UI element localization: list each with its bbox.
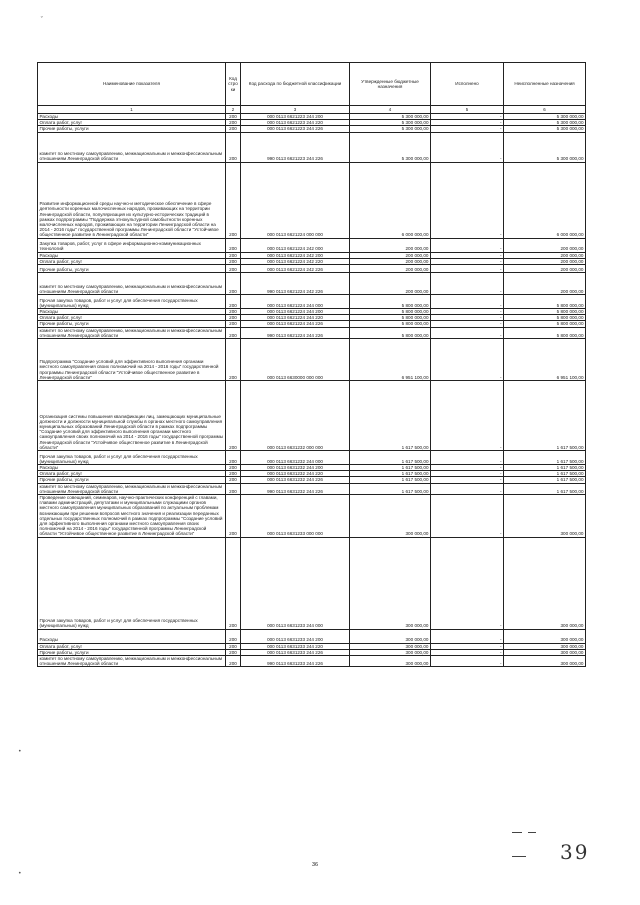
row-classification-code: 000 0113 6631233 244 226 bbox=[241, 649, 350, 655]
row-unexecuted-amount: 5 800 000,00 bbox=[504, 327, 586, 338]
row-line-code: 200 bbox=[226, 451, 241, 465]
row-name: комитет по местному самоуправлению, межнациональным и межконфессиональным отношениям Ленинградской области bbox=[38, 327, 226, 338]
row-approved-amount: 200 000,00 bbox=[350, 252, 431, 258]
row-name: Расходы bbox=[38, 465, 226, 471]
header-executed: Исполнено bbox=[431, 63, 504, 106]
row-line-code: 200 bbox=[226, 483, 241, 494]
row-approved-amount: 5 300 000,00 bbox=[350, 114, 431, 120]
row-approved-amount: 5 800 000,00 bbox=[350, 327, 431, 338]
row-executed-amount: - bbox=[431, 649, 504, 655]
row-unexecuted-amount: 6 951 100,00 bbox=[504, 339, 586, 381]
row-unexecuted-amount: 1 617 500,00 bbox=[504, 483, 586, 494]
row-line-code: 200 bbox=[226, 238, 241, 252]
handwritten-mark bbox=[512, 832, 522, 833]
row-approved-amount: 300 000,00 bbox=[350, 537, 431, 629]
row-approved-amount: 5 800 000,00 bbox=[350, 321, 431, 327]
row-line-code: 200 bbox=[226, 629, 241, 643]
row-classification-code: 000 0113 6631232 244 226 bbox=[241, 477, 350, 483]
header-line-code: Код стро ки bbox=[226, 63, 241, 106]
table-row bbox=[38, 381, 586, 451]
scan-speck: ˇ bbox=[40, 16, 44, 24]
row-line-code: 200 bbox=[226, 656, 241, 667]
row-approved-amount: 300 000,00 bbox=[350, 656, 431, 667]
row-approved-amount: 200 000,00 bbox=[350, 273, 431, 295]
header-approved: Утвержденные бюджетные назначения bbox=[350, 63, 431, 106]
row-name: Оплата работ, услуг bbox=[38, 643, 226, 649]
row-name: Расходы bbox=[38, 309, 226, 315]
row-unexecuted-amount: 5 800 000,00 bbox=[504, 321, 586, 327]
row-line-code: 200 bbox=[226, 495, 241, 538]
row-classification-code: 000 0113 6621224 244 000 bbox=[241, 295, 350, 309]
row-line-code: 200 bbox=[226, 643, 241, 649]
row-executed-amount: - bbox=[431, 309, 504, 315]
row-classification-code: 000 0113 6631232 244 220 bbox=[241, 471, 350, 477]
column-number: 2 bbox=[226, 106, 241, 114]
column-number: 3 bbox=[241, 106, 350, 114]
row-name: Расходы bbox=[38, 114, 226, 120]
table-row bbox=[38, 265, 586, 273]
row-line-code: 200 bbox=[226, 315, 241, 321]
row-classification-code: 000 0113 6621224 000 000 bbox=[241, 162, 350, 238]
row-name: Расходы bbox=[38, 629, 226, 643]
row-classification-code: 990 0113 6631233 244 226 bbox=[241, 656, 350, 667]
row-name: Оплата работ, услуг bbox=[38, 315, 226, 321]
row-classification-code: 000 0113 6631233 244 220 bbox=[241, 643, 350, 649]
row-classification-code: 000 0113 6621224 244 200 bbox=[241, 309, 350, 315]
row-unexecuted-amount: 5 300 000,00 bbox=[504, 126, 586, 132]
row-unexecuted-amount: 300 000,00 bbox=[504, 656, 586, 667]
row-approved-amount: 300 000,00 bbox=[350, 495, 431, 538]
row-line-code: 200 bbox=[226, 162, 241, 238]
handwritten-sheet-number: 39 bbox=[560, 840, 590, 864]
row-approved-amount: 5 300 000,00 bbox=[350, 132, 431, 162]
row-executed-amount: - bbox=[431, 252, 504, 258]
row-executed-amount: - bbox=[431, 120, 504, 126]
row-approved-amount: 5 800 000,00 bbox=[350, 315, 431, 321]
row-line-code: 200 bbox=[226, 126, 241, 132]
row-unexecuted-amount: 200 000,00 bbox=[504, 238, 586, 252]
column-number: 4 bbox=[350, 106, 431, 114]
column-number-row bbox=[38, 106, 586, 114]
row-name: Оплата работ, услуг bbox=[38, 471, 226, 477]
header-unexecuted: Неисполненные назначения bbox=[504, 63, 586, 106]
row-classification-code: 000 0113 6630000 000 000 bbox=[241, 339, 350, 381]
row-name: Прочая закупка товаров, работ и услуг для обеспечения государственных (муниципальных) нужд bbox=[38, 451, 226, 465]
row-line-code: 200 bbox=[226, 309, 241, 315]
row-line-code: 200 bbox=[226, 321, 241, 327]
row-classification-code: 000 0113 6621224 244 220 bbox=[241, 315, 350, 321]
row-executed-amount: - bbox=[431, 114, 504, 120]
row-executed-amount: - bbox=[431, 258, 504, 264]
row-executed-amount: - bbox=[431, 483, 504, 494]
row-classification-code: 000 0113 6631233 244 000 bbox=[241, 537, 350, 629]
row-executed-amount: - bbox=[431, 451, 504, 465]
row-executed-amount: - bbox=[431, 471, 504, 477]
row-classification-code: 000 0113 6631233 244 200 bbox=[241, 629, 350, 643]
row-unexecuted-amount: 5 300 000,00 bbox=[504, 120, 586, 126]
row-unexecuted-amount: 300 000,00 bbox=[504, 495, 586, 538]
row-line-code: 200 bbox=[226, 537, 241, 629]
row-approved-amount: 300 000,00 bbox=[350, 643, 431, 649]
row-approved-amount: 200 000,00 bbox=[350, 265, 431, 273]
table-row bbox=[38, 451, 586, 465]
row-line-code: 200 bbox=[226, 465, 241, 471]
row-classification-code: 000 0113 6621224 242 226 bbox=[241, 265, 350, 273]
row-unexecuted-amount: 1 617 500,00 bbox=[504, 465, 586, 471]
row-line-code: 200 bbox=[226, 120, 241, 126]
scan-speck: • bbox=[18, 748, 22, 755]
row-approved-amount: 1 617 500,00 bbox=[350, 381, 431, 451]
row-name: Прочие работы, услуги bbox=[38, 265, 226, 273]
row-line-code: 200 bbox=[226, 339, 241, 381]
row-name: Подпрограмма "Создание условий для эффективного выполнения органами местного самоуправления своих полномочий на 2014 - 2016 годы" государственной программы Ленинградской области "Устойчивое общественное развитие в Ленинградской области" bbox=[38, 339, 226, 381]
table-row bbox=[38, 162, 586, 238]
row-executed-amount: - bbox=[431, 629, 504, 643]
table-row bbox=[38, 495, 586, 538]
row-line-code: 200 bbox=[226, 477, 241, 483]
row-classification-code: 990 0113 6621224 242 226 bbox=[241, 273, 350, 295]
row-name: комитет по местному самоуправлению, межнациональным и межконфессиональным отношениям Ленинградской области bbox=[38, 656, 226, 667]
row-classification-code: 990 0113 6621223 244 226 bbox=[241, 132, 350, 162]
row-unexecuted-amount: 1 617 500,00 bbox=[504, 451, 586, 465]
row-executed-amount: - bbox=[431, 238, 504, 252]
table-row bbox=[38, 273, 586, 295]
row-approved-amount: 5 300 000,00 bbox=[350, 120, 431, 126]
row-name: Организация системы повышения квалификации лиц, замещающих муниципальные должности и должности муниципальной службы в органах местного самоуправления муниципальных образований Ленинградской области в рамках подпрограммы "Создание условий для эффективного выполнения органами местного самоуправления своих полномочий на 2014 - 2016 годы" государственной программы Ленинградской области "Устойчивое общественное развитие в Ленинградской области" bbox=[38, 381, 226, 451]
row-executed-amount: - bbox=[431, 381, 504, 451]
table-header-row bbox=[38, 63, 586, 106]
row-name: комитет по местному самоуправлению, межнациональным и межконфессиональным отношениям Ленинградской области bbox=[38, 483, 226, 494]
row-unexecuted-amount: 6 000 000,00 bbox=[504, 162, 586, 238]
row-approved-amount: 300 000,00 bbox=[350, 629, 431, 643]
row-approved-amount: 5 800 000,00 bbox=[350, 309, 431, 315]
handwritten-mark bbox=[528, 832, 536, 833]
row-executed-amount: - bbox=[431, 465, 504, 471]
row-unexecuted-amount: 200 000,00 bbox=[504, 258, 586, 264]
row-executed-amount: - bbox=[431, 273, 504, 295]
row-unexecuted-amount: 200 000,00 bbox=[504, 273, 586, 295]
row-unexecuted-amount: 200 000,00 bbox=[504, 265, 586, 273]
row-executed-amount: - bbox=[431, 265, 504, 273]
row-line-code: 200 bbox=[226, 265, 241, 273]
row-unexecuted-amount: 300 000,00 bbox=[504, 643, 586, 649]
header-name: Наименование показателя bbox=[38, 63, 226, 106]
row-name: Развитие информационной среды научно-и методическое обеспечение в сфере деятельности коренных малочисленных народов, проживающих на территории Ленинградской области, популяризация их культурно-исторических традиций в рамках подпрограммы "Поддержка этнокультурной самобытности коренных малочисленных народов, проживающих на территории Ленинградской области на 2014 - 2016 годы" государственной программы Ленинградской области "Устойчивое общественное развитие в Ленинградской области" bbox=[38, 162, 226, 238]
row-classification-code: 000 0113 6631232 244 200 bbox=[241, 465, 350, 471]
row-unexecuted-amount: 1 617 500,00 bbox=[504, 471, 586, 477]
row-name: комитет по местному самоуправлению, межнациональным и межконфессиональным отношениям Ленинградской области bbox=[38, 132, 226, 162]
row-name: Расходы bbox=[38, 252, 226, 258]
table-row bbox=[38, 339, 586, 381]
row-name: Прочие работы, услуги bbox=[38, 321, 226, 327]
row-unexecuted-amount: 1 617 500,00 bbox=[504, 477, 586, 483]
row-classification-code: 000 0113 6621223 244 200 bbox=[241, 114, 350, 120]
row-approved-amount: 200 000,00 bbox=[350, 238, 431, 252]
handwritten-mark bbox=[512, 856, 526, 857]
row-name: Проведение совещаний, семинаров, научно-практических конференций с главами, главами администраций, депутатами и муниципальными служащими органов местного самоуправления муниципальных образований по актуальным проблемам возникающим при решении вопросов местного значения и реализации переданных отдельных государственных полномочий в рамках подпрограммы "Создание условий для эффективного выполнения органами местного самоуправления своих полномочий на 2014 - 2016 годы" государственной программы Ленинградской области "Устойчивое общественное развитие в Ленинградской области" bbox=[38, 495, 226, 538]
row-classification-code: 000 0113 6621223 244 220 bbox=[241, 120, 350, 126]
row-approved-amount: 6 951 100,00 bbox=[350, 339, 431, 381]
row-unexecuted-amount: 5 800 000,00 bbox=[504, 295, 586, 309]
row-approved-amount: 6 000 000,00 bbox=[350, 162, 431, 238]
row-executed-amount: - bbox=[431, 327, 504, 338]
row-unexecuted-amount: 5 300 000,00 bbox=[504, 132, 586, 162]
row-executed-amount: - bbox=[431, 537, 504, 629]
row-classification-code: 990 0113 6631232 244 226 bbox=[241, 483, 350, 494]
row-approved-amount: 5 800 000,00 bbox=[350, 295, 431, 309]
row-classification-code: 000 0113 6621224 242 220 bbox=[241, 258, 350, 264]
row-name: Оплата работ, услуг bbox=[38, 120, 226, 126]
row-approved-amount: 5 300 000,00 bbox=[350, 126, 431, 132]
row-name: комитет по местному самоуправлению, межнациональным и межконфессиональным отношениям Ленинградской области bbox=[38, 273, 226, 295]
table-row bbox=[38, 656, 586, 667]
row-line-code: 200 bbox=[226, 295, 241, 309]
row-classification-code: 990 0113 6621224 244 226 bbox=[241, 327, 350, 338]
row-name: Закупка товаров, работ, услуг в сфере информационно-коммуникационных технологий bbox=[38, 238, 226, 252]
row-line-code: 200 bbox=[226, 114, 241, 120]
row-line-code: 200 bbox=[226, 273, 241, 295]
row-classification-code: 000 0113 6631233 000 000 bbox=[241, 495, 350, 538]
scan-speck: • bbox=[18, 870, 22, 877]
table-row bbox=[38, 629, 586, 643]
column-number: 5 bbox=[431, 106, 504, 114]
row-name: Прочая закупка товаров, работ и услуг для обеспечения государственных (муниципальных) нужд bbox=[38, 295, 226, 309]
table-row bbox=[38, 295, 586, 309]
table-row bbox=[38, 238, 586, 252]
column-number: 1 bbox=[38, 106, 226, 114]
row-approved-amount: 1 617 500,00 bbox=[350, 465, 431, 471]
row-name: Прочие работы, услуги bbox=[38, 126, 226, 132]
row-executed-amount: - bbox=[431, 126, 504, 132]
row-classification-code: 000 0113 6631232 244 000 bbox=[241, 451, 350, 465]
row-name: Прочие работы, услуги bbox=[38, 649, 226, 655]
row-name: Оплата работ, услуг bbox=[38, 258, 226, 264]
table-row bbox=[38, 483, 586, 494]
row-executed-amount: - bbox=[431, 132, 504, 162]
page-number: 36 bbox=[312, 862, 319, 868]
row-executed-amount: - bbox=[431, 643, 504, 649]
row-executed-amount: - bbox=[431, 315, 504, 321]
row-executed-amount: - bbox=[431, 321, 504, 327]
row-classification-code: 000 0113 6631232 000 000 bbox=[241, 381, 350, 451]
row-executed-amount: - bbox=[431, 656, 504, 667]
row-unexecuted-amount: 5 300 000,00 bbox=[504, 114, 586, 120]
row-line-code: 200 bbox=[226, 471, 241, 477]
table-row bbox=[38, 132, 586, 162]
row-line-code: 200 bbox=[226, 327, 241, 338]
row-unexecuted-amount: 1 617 500,00 bbox=[504, 381, 586, 451]
row-line-code: 200 bbox=[226, 649, 241, 655]
budget-execution-table bbox=[37, 62, 586, 667]
row-executed-amount: - bbox=[431, 162, 504, 238]
row-unexecuted-amount: 300 000,00 bbox=[504, 629, 586, 643]
row-classification-code: 000 0113 6621224 244 226 bbox=[241, 321, 350, 327]
row-unexecuted-amount: 300 000,00 bbox=[504, 537, 586, 629]
row-approved-amount: 1 617 500,00 bbox=[350, 477, 431, 483]
row-executed-amount: - bbox=[431, 295, 504, 309]
row-unexecuted-amount: 5 800 000,00 bbox=[504, 309, 586, 315]
row-name: Прочие работы, услуги bbox=[38, 477, 226, 483]
row-name: Прочая закупка товаров, работ и услуг для обеспечения государственных (муниципальных) нужд bbox=[38, 537, 226, 629]
row-line-code: 200 bbox=[226, 132, 241, 162]
row-approved-amount: 1 617 500,00 bbox=[350, 471, 431, 477]
row-approved-amount: 1 617 500,00 bbox=[350, 483, 431, 494]
table-row bbox=[38, 537, 586, 629]
row-line-code: 200 bbox=[226, 381, 241, 451]
row-classification-code: 000 0113 6621224 242 200 bbox=[241, 252, 350, 258]
row-executed-amount: - bbox=[431, 477, 504, 483]
table-row bbox=[38, 327, 586, 338]
row-unexecuted-amount: 300 000,00 bbox=[504, 649, 586, 655]
row-approved-amount: 1 617 500,00 bbox=[350, 451, 431, 465]
row-classification-code: 000 0113 6621224 242 000 bbox=[241, 238, 350, 252]
row-approved-amount: 300 000,00 bbox=[350, 649, 431, 655]
row-classification-code: 000 0113 6621223 244 226 bbox=[241, 126, 350, 132]
row-unexecuted-amount: 5 800 000,00 bbox=[504, 315, 586, 321]
row-executed-amount: - bbox=[431, 495, 504, 538]
column-number: 6 bbox=[504, 106, 586, 114]
row-approved-amount: 200 000,00 bbox=[350, 258, 431, 264]
row-unexecuted-amount: 200 000,00 bbox=[504, 252, 586, 258]
row-line-code: 200 bbox=[226, 252, 241, 258]
row-line-code: 200 bbox=[226, 258, 241, 264]
header-classification: Код расхода по бюджетной классификации bbox=[241, 63, 350, 106]
row-executed-amount: - bbox=[431, 339, 504, 381]
